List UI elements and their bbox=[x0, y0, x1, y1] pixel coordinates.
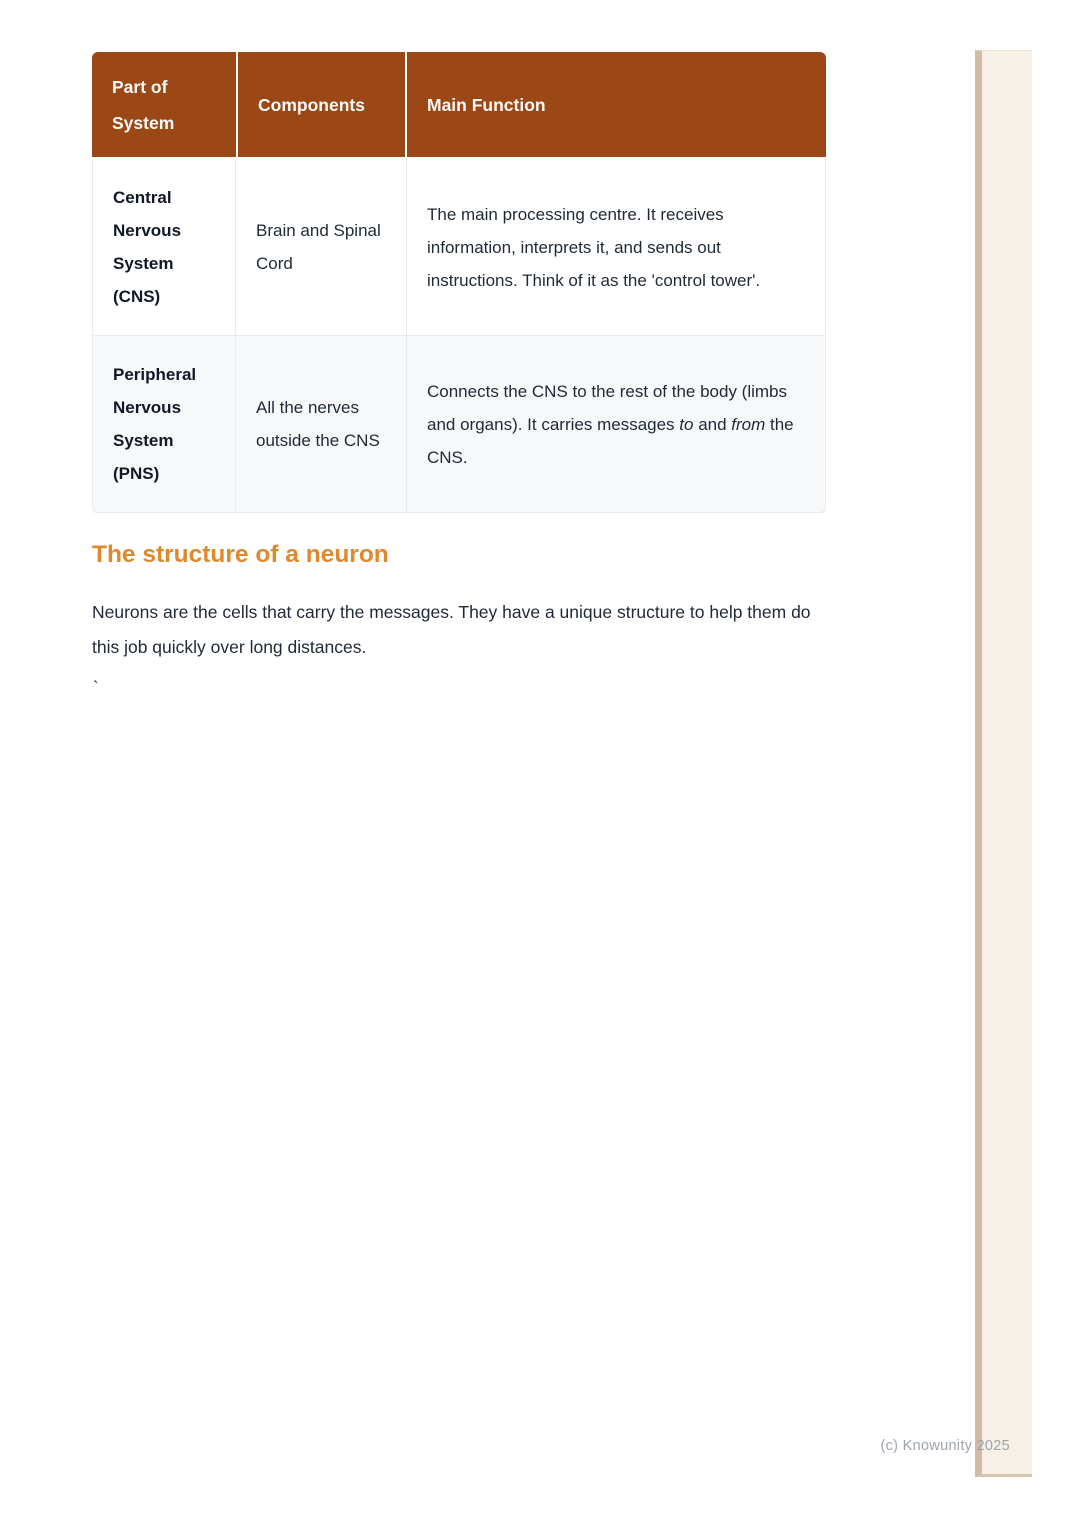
table-row-pns bbox=[92, 336, 826, 513]
cell-pns-function: Connects the CNS to the rest of the body (limbs and organs). It carries messages to and from the CNS. bbox=[407, 336, 826, 513]
table-header-main-function: Main Function bbox=[405, 52, 824, 157]
cell-pns-name: Peripheral Nervous System (PNS) bbox=[92, 336, 236, 513]
cell-cns-name: Central Nervous System (CNS) bbox=[92, 159, 236, 336]
table-header-row bbox=[92, 52, 826, 159]
cell-cns-components: Brain and Spinal Cord bbox=[236, 159, 407, 336]
stray-backtick: ` bbox=[93, 678, 99, 697]
table-row-cns bbox=[92, 159, 826, 336]
page-stack-edge bbox=[975, 50, 1032, 1477]
cell-pns-components: All the nerves outside the CNS bbox=[236, 336, 407, 513]
copyright-footer: (c) Knowunity 2025 bbox=[880, 1438, 1010, 1454]
table-header-part-of-system: Part of System bbox=[112, 76, 175, 133]
cell-cns-function: The main processing centre. It receives information, interprets it, and sends out instructions. Think of it as the 'control tower'. bbox=[407, 159, 826, 336]
nervous-system-table bbox=[92, 52, 826, 513]
table-header-components: Components bbox=[236, 52, 405, 157]
section-paragraph: Neurons are the cells that carry the messages. They have a unique structure to help them do this job quickly over long distances. bbox=[92, 602, 811, 657]
section-heading: The structure of a neuron bbox=[92, 541, 389, 568]
